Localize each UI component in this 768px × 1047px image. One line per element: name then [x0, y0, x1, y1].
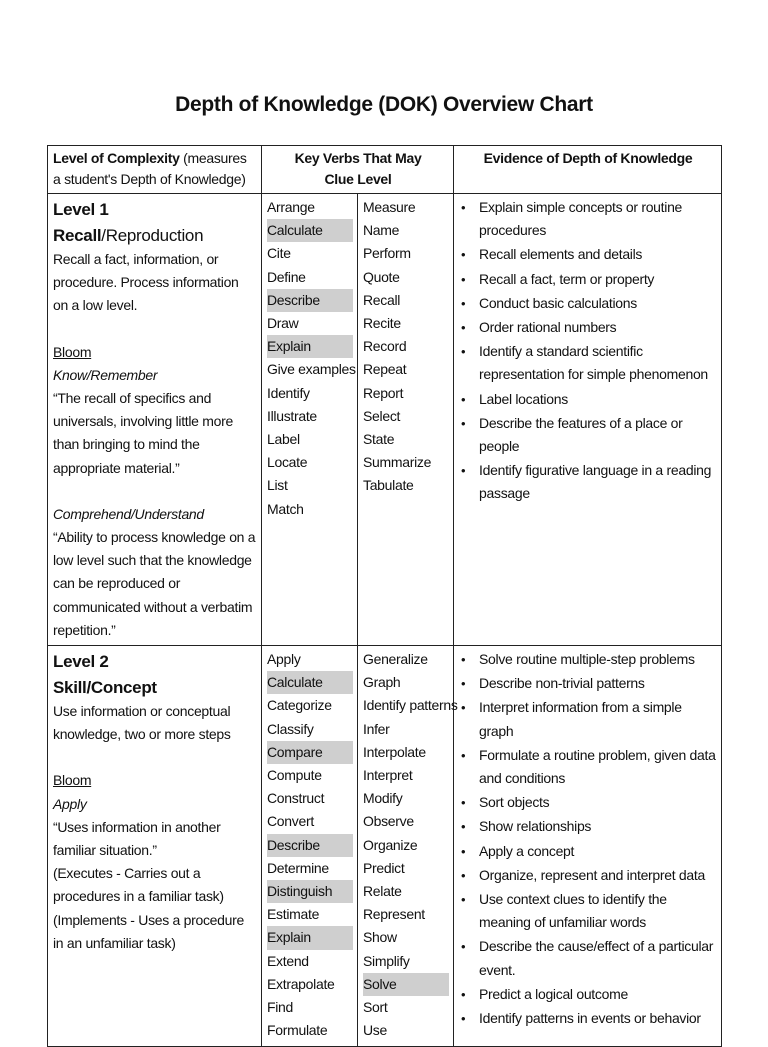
verb-item: Interpret [363, 767, 413, 784]
verb-item: Explain [267, 926, 353, 949]
evidence-item: • Explain simple concepts or routine procedures [479, 196, 717, 242]
evidence-item: • Recall a fact, term or property [479, 268, 717, 291]
verb-item: Represent [363, 906, 425, 923]
level-1-section-2-text: “Ability to process knowledge on a low level such that the knowledge can be reproduced or communicated without a verbatim repetition.” [53, 529, 256, 638]
level-1-title [53, 223, 257, 248]
verb-item: Summarize [363, 454, 432, 471]
evidence-item: • Order rational numbers [479, 316, 717, 339]
verb-item: Sort [363, 999, 388, 1016]
evidence-item: • Predict a logical outcome [479, 983, 717, 1006]
verb-item: Organize [363, 836, 418, 853]
header-verbs-line2: Clue Level [324, 171, 392, 187]
evidence-item: • Identify a standard scientific representation for simple phenomenon [479, 340, 717, 386]
verb-item: Categorize [267, 697, 332, 714]
verb-item: Solve [363, 973, 449, 996]
level-2-complexity-cell [48, 646, 262, 1046]
evidence-item: • Use context clues to identify the meaning of unfamiliar words [479, 888, 717, 934]
verb-item: Give examples [267, 361, 356, 378]
level-2-evidence-cell [454, 646, 722, 1046]
verb-item: Recite [363, 315, 401, 332]
verb-item: Extend [267, 952, 309, 969]
evidence-item: • Solve routine multiple-step problems [479, 648, 717, 671]
verb-item: Calculate [267, 219, 353, 242]
level-1-bloom-label: Bloom [53, 343, 92, 360]
verb-item: Match [267, 500, 304, 517]
verb-item: Classify [267, 720, 314, 737]
header-key-verbs [262, 146, 454, 194]
page-title: Depth of Knowledge (DOK) Overview Chart [175, 93, 593, 116]
level-1-section-1-text: “The recall of specifics and universals, involving little more than bringing to mind the appropriate material.” [53, 390, 233, 476]
evidence-item: • Formulate a routine problem, given data and conditions [479, 744, 717, 790]
level-2-bloom-label: Bloom [53, 772, 92, 789]
verb-item: Formulate [267, 1022, 328, 1039]
level-2-section-1-text: “Uses information in another familiar situation.” [53, 818, 221, 859]
verb-item: Locate [267, 454, 308, 471]
verb-item: Convert [267, 813, 314, 830]
verb-item: Perform [363, 245, 411, 262]
level-1-section-1-label: Know/Remember [53, 366, 158, 383]
evidence-item: • Show relationships [479, 815, 717, 838]
verb-item: Arrange [267, 199, 315, 215]
evidence-item: • Sort objects [479, 791, 717, 814]
evidence-item: • Describe non-trivial patterns [479, 672, 717, 695]
verb-item: Cite [267, 245, 291, 262]
verb-item: Observe [363, 813, 414, 830]
level-1-verbs-col-1 [262, 194, 358, 646]
verb-item: Modify [363, 790, 403, 807]
table-row-level-1 [48, 194, 722, 646]
verb-item: Estimate [267, 906, 320, 923]
verb-item: Compare [267, 741, 353, 764]
verb-item: Draw [267, 315, 299, 332]
verb-item: Interpolate [363, 743, 426, 760]
verb-item: List [267, 477, 288, 494]
verb-item: Extrapolate [267, 975, 335, 992]
verb-item: Record [363, 338, 407, 355]
evidence-item: • Recall elements and details [479, 243, 717, 266]
verb-item: Generalize [363, 651, 428, 668]
verb-item: Construct [267, 790, 325, 807]
level-2-extra-2: (Implements - Uses a procedure in an unfamiliar task) [53, 911, 244, 951]
header-complexity-rest: (measures a student's Depth of Knowledge) [53, 150, 247, 187]
level-1-title-bold: Recall [53, 226, 102, 245]
verb-item: Tabulate [363, 477, 414, 494]
level-1-complexity-cell [48, 194, 262, 646]
evidence-item: • Describe the features of a place or people [479, 412, 717, 458]
evidence-item: • Organize, represent and interpret data [479, 864, 717, 887]
evidence-item: • Describe the cause/effect of a particular event. [479, 935, 717, 981]
verb-item: Simplify [363, 952, 410, 969]
verb-item: Quote [363, 268, 400, 285]
level-1-name: Level 1 [53, 200, 109, 219]
header-evidence: Evidence of Depth of Knowledge [454, 146, 722, 194]
evidence-item: • Label locations [479, 388, 717, 411]
verb-item: Recall [363, 291, 401, 308]
verb-item: Select [363, 407, 401, 424]
table-row-level-2 [48, 646, 722, 1046]
level-2-section-1-label: Apply [53, 795, 87, 812]
level-1-description: Recall a fact, information, or procedure. Process information on a low level. [53, 251, 239, 314]
verb-item: Graph [363, 674, 401, 691]
dok-table [47, 145, 722, 1047]
verb-item: Report [363, 384, 404, 401]
verb-item: Illustrate [267, 407, 317, 424]
verb-item: Identify patterns [363, 697, 458, 714]
verb-item: Define [267, 268, 306, 285]
header-verbs-line1: Key Verbs That May [294, 150, 422, 166]
verb-item: Compute [267, 767, 322, 784]
verb-item: Describe [267, 289, 353, 312]
level-1-section-2-label: Comprehend/Understand [53, 505, 204, 522]
verb-item: Calculate [267, 671, 353, 694]
verb-item: Distinguish [267, 880, 353, 903]
verb-item: Predict [363, 859, 405, 876]
verb-item: Explain [267, 335, 353, 358]
verb-item: Determine [267, 859, 329, 876]
evidence-item: • Conduct basic calculations [479, 292, 717, 315]
verb-item: Infer [363, 720, 390, 737]
level-2-verbs-col-1 [262, 646, 358, 1046]
header-complexity-bold: Level of Complexity [53, 150, 180, 166]
level-2-title [53, 675, 257, 700]
verb-item: Label [267, 431, 300, 448]
evidence-item: • Interpret information from a simple graph [479, 696, 717, 742]
verb-item: Repeat [363, 361, 407, 378]
verb-item: State [363, 431, 395, 448]
verb-item: Find [267, 999, 294, 1016]
header-complexity [48, 146, 262, 194]
level-2-name: Level 2 [53, 652, 109, 672]
level-2-verbs-col-2 [358, 646, 458, 1046]
level-1-verbs-col-2 [358, 194, 454, 646]
level-2-title-bold: Skill/Concept [53, 678, 157, 698]
level-2-evidence-list [459, 648, 717, 1030]
table-header-row [48, 146, 722, 194]
level-1-title-rest: /Reproduction [101, 226, 204, 245]
evidence-item: • Identify patterns in events or behavior [479, 1007, 717, 1030]
level-1-evidence-cell [454, 194, 722, 646]
verb-item: Identify [267, 384, 310, 401]
verb-item: Use [363, 1022, 387, 1039]
evidence-item: • Identify figurative language in a reading passage [479, 459, 717, 505]
verb-item: Apply [267, 651, 301, 668]
level-2-description: Use information or conceptual knowledge, two or more steps [53, 703, 231, 743]
level-2-extra-1: (Executes - Carries out a procedures in a familiar task) [53, 865, 224, 905]
evidence-item: • Apply a concept [479, 840, 717, 863]
verb-item: Measure [363, 199, 416, 215]
verb-item: Relate [363, 883, 402, 900]
level-1-evidence-list [459, 196, 717, 506]
verb-item: Show [363, 929, 397, 946]
verb-item: Name [363, 222, 400, 239]
verb-item: Describe [267, 834, 353, 857]
